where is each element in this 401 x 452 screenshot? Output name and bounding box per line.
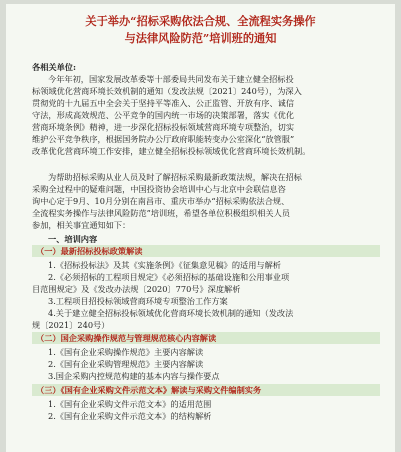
subsection-3-item: 1.《国有企业采购文件示范文本》的适用范围 xyxy=(48,399,212,409)
subsection-3-heading: （三）《国有企业采购文件示范文本》解读与采购文件编制实务 xyxy=(36,385,262,395)
paragraph-2-line: 参加，相关事宜通知如下： xyxy=(32,220,131,230)
subsection-2-item: 1.《国有企业采购操作规范》主要内容解读 xyxy=(48,347,204,357)
paragraph-2-line: 为帮助招标采购从业人员及时了解招标采购最新政策法规，解决在招标 xyxy=(48,172,302,182)
subsection-2-heading: （二）国企采购操作规范与管理规范核心内容解读 xyxy=(36,333,217,343)
notice-page xyxy=(6,4,395,452)
paragraph-2-line: 采购全过程中的疑难问题，中国投资协会培训中心与北京中会联信息咨 xyxy=(32,184,286,194)
subsection-2-item: 3.国企采购内控规范构建的基本内容与操作要点 xyxy=(48,371,220,381)
paragraph-1-line: 维护公平竞争秩序，根据国务院办公厅政府职能转变办公室深化“放管服” xyxy=(32,134,295,144)
subsection-1-heading: （一）最新招标投标政策解读 xyxy=(36,246,143,256)
subsection-1-item: 2.《必须招标的工程项目规定》《必须招标的基础设施和公用事业项 xyxy=(48,272,290,282)
paragraph-1-line: 贯彻党的十九届五中全会关于坚持平等准入、公正监管、开放有序、诚信 xyxy=(32,98,295,108)
section-1-heading: 一、培训内容 xyxy=(48,234,98,244)
paragraph-2-line: 全流程实务操作与法律风险防范”培训班，希望各单位积极组织相关人员 xyxy=(32,208,290,218)
subsection-1-item: 目范围规定》及《发改办法规〔2020〕770号》深度解析 xyxy=(32,284,241,294)
subsection-1-item: 规〔2021〕240号） xyxy=(32,320,110,330)
paragraph-1-line: 守法，形成高效规范、公平竞争的国内统一市场的决策部署，落实《优化 xyxy=(32,110,295,120)
salutation: 各相关单位: xyxy=(32,62,76,72)
paragraph-1-line: 今年年初，国家发展改革委等十部委局共同发布关于建立健全招标投 xyxy=(48,74,294,84)
paragraph-1-line: 营商环境条例》精神，进一步深化招标投标领域营商环境专项整治，切实 xyxy=(32,122,295,132)
subsection-2-item: 2.《国有企业采购管理规范》主要内容解读 xyxy=(48,359,204,369)
subsection-1-item: 4.关于建立健全招标投标领域优化营商环境长效机制的通知（发改法 xyxy=(48,308,294,318)
subsection-1-item: 3.工程项目招投标领域营商环境专项整治工作方案 xyxy=(48,296,228,306)
paragraph-2-line: 询中心定于9月、10月分别在南昌市、重庆市举办“招标采购依法合规、 xyxy=(32,196,290,206)
paragraph-1-line: 改革优化营商环境工作安排，建立健全招标投标领域优化营商环境长效机制。 xyxy=(32,146,311,156)
subsection-3-item: 2.《国有企业采购文件示范文本》的结构解析 xyxy=(48,411,212,421)
subsection-1-item: 1.《招标投标法》及其《实施条例》《征集意见稿》的适用与解析 xyxy=(48,260,281,270)
title-line-1: 关于举办“招标采购依法合规、全流程实务操作 xyxy=(85,14,316,28)
paragraph-1-line: 标领域优化营商环境长效机制的通知（发改法规〔2021〕240号），为深入 xyxy=(32,86,302,96)
title-line-2: 与法律风险防范”培训班的通知 xyxy=(124,31,277,45)
